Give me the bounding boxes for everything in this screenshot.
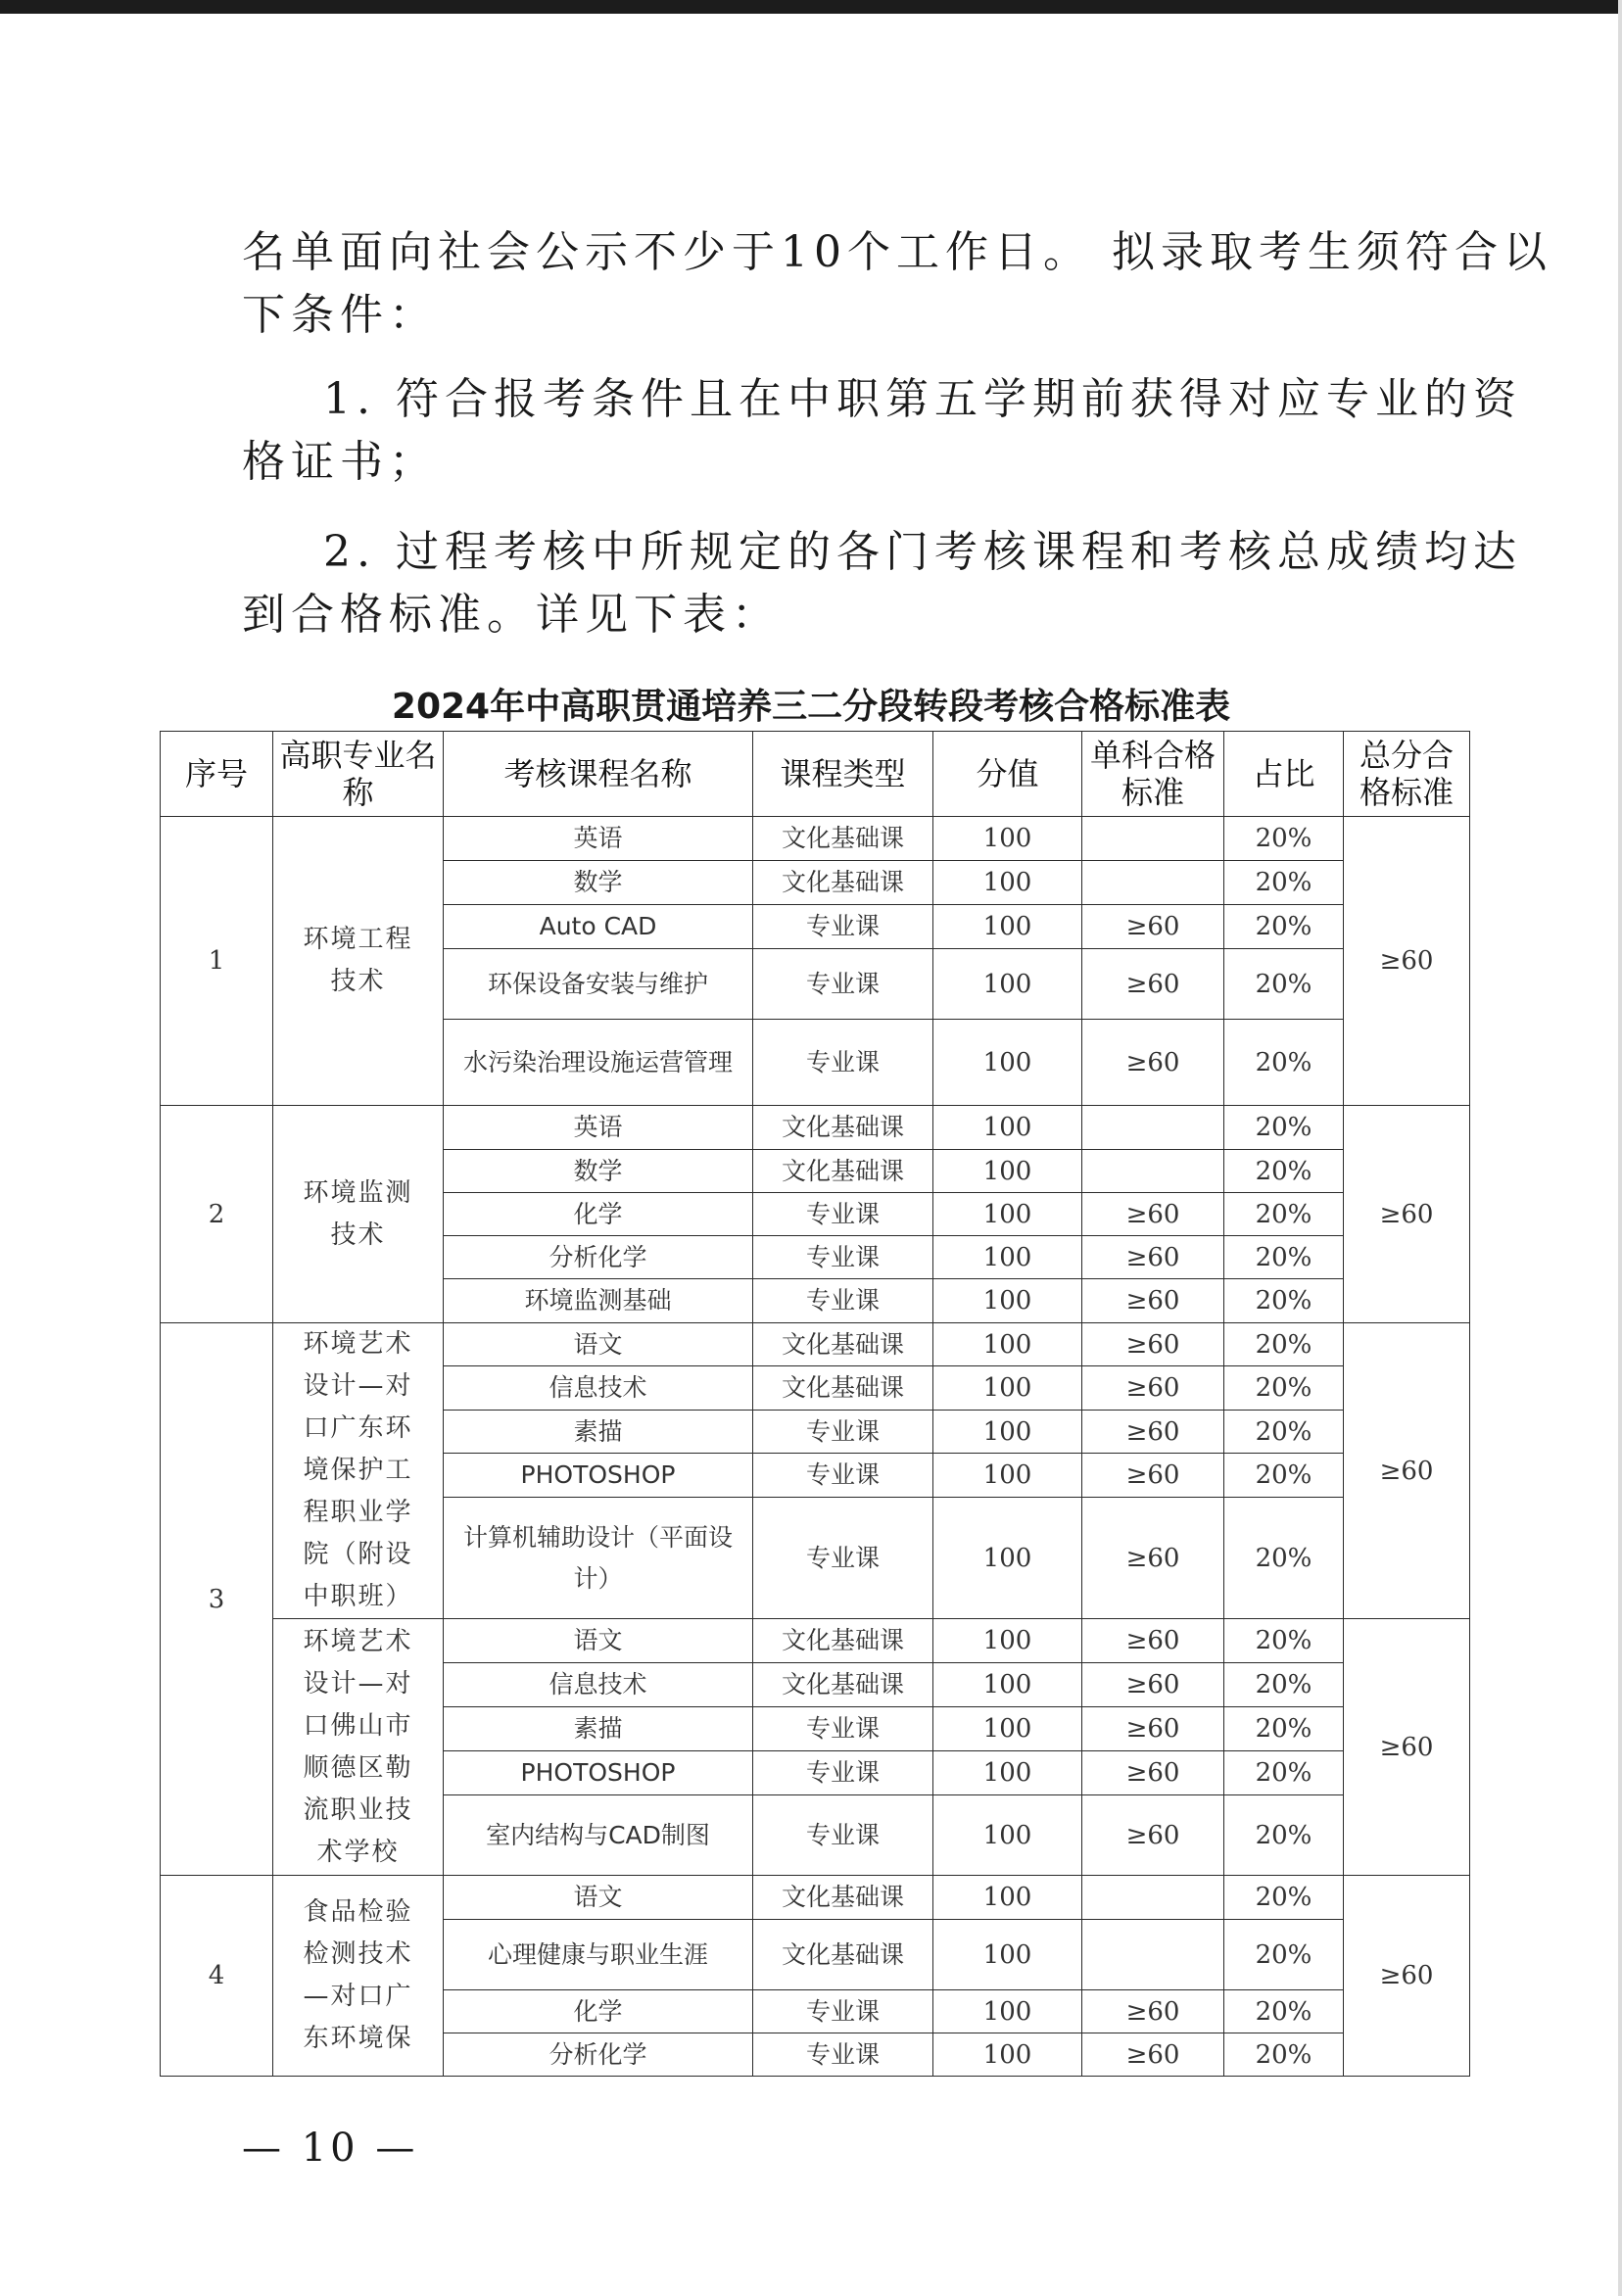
type-cell: 专业课 (753, 1193, 933, 1236)
cell-text: 室内结构与CAD制图 (486, 1820, 710, 1849)
course-cell (444, 1454, 753, 1498)
course-cell (444, 861, 753, 905)
type-cell: 文化基础课 (753, 1619, 933, 1663)
scan-right-edge (1618, 0, 1622, 2296)
cell-text: 信息技术 (549, 1373, 647, 1402)
course-cell (444, 1920, 753, 1990)
score-cell: 100 (933, 2033, 1082, 2077)
cell-text: 计算机辅助设计（平面设计） (462, 1522, 733, 1593)
course-cell (444, 905, 753, 949)
course-cell (444, 1707, 753, 1751)
cell-text: 水污染治理设施运营管理 (462, 1047, 733, 1076)
single-standard-cell (1082, 817, 1224, 861)
table-row (161, 817, 1470, 861)
score-cell: 100 (933, 1990, 1082, 2033)
cell-text: 语文 (573, 1883, 623, 1911)
header-major: 高职专业名称 (273, 732, 444, 817)
table-row (161, 1619, 1470, 1663)
header-ratio: 占比 (1224, 732, 1344, 817)
single-standard-cell: ≥60 (1082, 1411, 1224, 1454)
paragraph-line: 1. 符合报考条件且在中职第五学期前获得对应专业的资 (323, 374, 1522, 424)
course-cell (444, 1106, 753, 1150)
ratio-cell: 20% (1224, 1498, 1344, 1619)
cell-text: 素描 (573, 1714, 623, 1743)
single-standard-cell: ≥60 (1082, 1193, 1224, 1236)
cell-text: Auto CAD (539, 912, 657, 940)
score-cell: 100 (933, 1498, 1082, 1619)
seq-cell: 4 (161, 1876, 273, 2077)
score-cell: 100 (933, 1707, 1082, 1751)
cell-text: 食品检验检测技术—对口广东环境保 (303, 1897, 413, 2053)
score-cell: 100 (933, 905, 1082, 949)
type-cell: 专业课 (753, 905, 933, 949)
score-cell: 100 (933, 1663, 1082, 1707)
score-cell: 100 (933, 1366, 1082, 1411)
table-title: 2024年中高职贯通培养三二分段转段考核合格标准表 (391, 687, 1231, 727)
ratio-cell: 20% (1224, 1020, 1344, 1106)
single-standard-cell: ≥60 (1082, 1366, 1224, 1411)
ratio-cell: 20% (1224, 1876, 1344, 1920)
type-cell: 专业课 (753, 1454, 933, 1498)
major-cell (273, 1619, 444, 1876)
score-cell: 100 (933, 1454, 1082, 1498)
course-cell (444, 1619, 753, 1663)
ratio-cell: 20% (1224, 1795, 1344, 1876)
ratio-cell: 20% (1224, 1454, 1344, 1498)
ratio-cell: 20% (1224, 1323, 1344, 1366)
type-cell: 文化基础课 (753, 1920, 933, 1990)
type-cell: 文化基础课 (753, 1106, 933, 1150)
score-cell: 100 (933, 1150, 1082, 1193)
single-standard-cell: ≥60 (1082, 1236, 1224, 1279)
table-header-row (161, 732, 1470, 817)
score-cell: 100 (933, 1106, 1082, 1150)
scan-top-border (0, 0, 1622, 14)
ratio-cell: 20% (1224, 1990, 1344, 2033)
type-cell: 文化基础课 (753, 1323, 933, 1366)
major-cell (273, 817, 444, 1106)
total-standard-cell: ≥60 (1344, 1876, 1470, 2077)
course-cell (444, 1990, 753, 2033)
score-cell: 100 (933, 1193, 1082, 1236)
score-cell: 100 (933, 1279, 1082, 1323)
ratio-cell: 20% (1224, 1279, 1344, 1323)
cell-text: 数学 (573, 868, 623, 896)
table-row (161, 1323, 1470, 1366)
ratio-cell: 20% (1224, 1920, 1344, 1990)
total-standard-cell: ≥60 (1344, 1323, 1470, 1619)
course-cell (444, 1498, 753, 1619)
single-standard-cell: ≥60 (1082, 1663, 1224, 1707)
ratio-cell: 20% (1224, 861, 1344, 905)
single-standard-cell: ≥60 (1082, 1020, 1224, 1106)
single-standard-cell (1082, 1920, 1224, 1990)
type-cell: 专业课 (753, 1498, 933, 1619)
paragraph-line: 下条件： (242, 290, 438, 340)
course-cell (444, 949, 753, 1020)
cell-text: 心理健康与职业生涯 (487, 1939, 708, 1969)
course-cell (444, 1020, 753, 1106)
paragraph-line: 2. 过程考核中所规定的各门考核课程和考核总成绩均达 (323, 527, 1522, 577)
single-standard-cell: ≥60 (1082, 1990, 1224, 2033)
course-cell (444, 2033, 753, 2077)
total-standard-cell: ≥60 (1344, 817, 1470, 1106)
cell-text: 环保设备安装与维护 (487, 969, 708, 998)
seq-cell: 3 (161, 1323, 273, 1876)
ratio-cell: 20% (1224, 1751, 1344, 1795)
cell-text: 分析化学 (549, 2039, 647, 2069)
score-cell: 100 (933, 1236, 1082, 1279)
type-cell: 专业课 (753, 1795, 933, 1876)
ratio-cell: 20% (1224, 1707, 1344, 1751)
cell-text: 数学 (573, 1156, 623, 1185)
type-cell: 专业课 (753, 1020, 933, 1106)
score-cell: 100 (933, 1920, 1082, 1990)
cell-text: 化学 (573, 1996, 623, 2026)
course-cell (444, 1236, 753, 1279)
type-cell: 文化基础课 (753, 1366, 933, 1411)
single-standard-cell (1082, 861, 1224, 905)
course-cell (444, 1751, 753, 1795)
cell-text: PHOTOSHOP (520, 1758, 676, 1787)
ratio-cell: 20% (1224, 1411, 1344, 1454)
course-cell (444, 1663, 753, 1707)
page-number: — 10 — (242, 2126, 419, 2171)
header-course: 考核课程名称 (444, 732, 753, 817)
single-standard-cell: ≥60 (1082, 1619, 1224, 1663)
ratio-cell: 20% (1224, 2033, 1344, 2077)
paragraph-line: 格证书； (242, 437, 438, 487)
cell-text: 语文 (573, 1626, 623, 1654)
cell-text: 分析化学 (549, 1242, 647, 1271)
major-cell (273, 1323, 444, 1619)
course-cell (444, 1279, 753, 1323)
course-cell (444, 817, 753, 861)
total-standard-cell: ≥60 (1344, 1106, 1470, 1323)
ratio-cell: 20% (1224, 817, 1344, 861)
cell-text: 环境艺术设计—对口佛山市顺德区勒流职业技术学校 (303, 1626, 413, 1867)
type-cell: 专业课 (753, 1751, 933, 1795)
cell-text: 信息技术 (549, 1670, 647, 1698)
score-cell: 100 (933, 861, 1082, 905)
table-row (161, 1106, 1470, 1150)
score-cell: 100 (933, 1876, 1082, 1920)
cell-text: 语文 (573, 1329, 623, 1359)
score-cell: 100 (933, 949, 1082, 1020)
course-cell (444, 1411, 753, 1454)
header-score: 分值 (933, 732, 1082, 817)
score-cell: 100 (933, 1411, 1082, 1454)
table-row (161, 1876, 1470, 1920)
ratio-cell: 20% (1224, 1193, 1344, 1236)
type-cell: 文化基础课 (753, 1663, 933, 1707)
single-standard-cell (1082, 1150, 1224, 1193)
single-standard-cell: ≥60 (1082, 1795, 1224, 1876)
ratio-cell: 20% (1224, 1366, 1344, 1411)
ratio-cell: 20% (1224, 1663, 1344, 1707)
course-cell (444, 1323, 753, 1366)
type-cell: 专业课 (753, 1411, 933, 1454)
type-cell: 文化基础课 (753, 1876, 933, 1920)
total-standard-cell: ≥60 (1344, 1619, 1470, 1876)
ratio-cell: 20% (1224, 1236, 1344, 1279)
major-cell (273, 1106, 444, 1323)
score-cell: 100 (933, 1323, 1082, 1366)
seq-cell: 1 (161, 817, 273, 1106)
single-standard-cell: ≥60 (1082, 1751, 1224, 1795)
header-total: 总分合格标准 (1344, 732, 1470, 817)
type-cell: 专业课 (753, 949, 933, 1020)
cell-text: 环境工程技术 (303, 925, 413, 996)
ratio-cell: 20% (1224, 1106, 1344, 1150)
header-seq: 序号 (161, 732, 273, 817)
single-standard-cell: ≥60 (1082, 1707, 1224, 1751)
cell-text: PHOTOSHOP (520, 1460, 676, 1489)
single-standard-cell: ≥60 (1082, 949, 1224, 1020)
type-cell: 专业课 (753, 2033, 933, 2077)
cell-text: 环境监测基础 (524, 1286, 672, 1315)
score-cell: 100 (933, 1751, 1082, 1795)
course-cell (444, 1795, 753, 1876)
cell-text: 英语 (573, 824, 623, 852)
type-cell: 专业课 (753, 1279, 933, 1323)
single-standard-cell: ≥60 (1082, 905, 1224, 949)
single-standard-cell: ≥60 (1082, 1279, 1224, 1323)
type-cell: 文化基础课 (753, 861, 933, 905)
course-cell (444, 1366, 753, 1411)
major-cell (273, 1876, 444, 2077)
paragraph-line: 名单面向社会公示不少于10个工作日。 拟录取考生须符合以 (242, 227, 1552, 277)
cell-text: 环境监测技术 (303, 1177, 413, 1250)
cell-text: 化学 (573, 1199, 623, 1228)
single-standard-cell (1082, 1106, 1224, 1150)
type-cell: 专业课 (753, 1236, 933, 1279)
score-cell: 100 (933, 1619, 1082, 1663)
header-type: 课程类型 (753, 732, 933, 817)
ratio-cell: 20% (1224, 905, 1344, 949)
score-cell: 100 (933, 1795, 1082, 1876)
standards-table (160, 731, 1470, 2077)
single-standard-cell: ≥60 (1082, 1323, 1224, 1366)
single-standard-cell: ≥60 (1082, 1454, 1224, 1498)
paragraph-line: 到合格标准。详见下表： (242, 590, 781, 640)
ratio-cell: 20% (1224, 949, 1344, 1020)
cell-text: 环境艺术设计—对口广东环境保护工程职业学院（附设中职班） (303, 1329, 413, 1611)
cell-text: 素描 (573, 1416, 623, 1446)
header-single: 单科合格标准 (1082, 732, 1224, 817)
score-cell: 100 (933, 817, 1082, 861)
course-cell (444, 1150, 753, 1193)
course-cell (444, 1876, 753, 1920)
type-cell: 专业课 (753, 1990, 933, 2033)
course-cell (444, 1193, 753, 1236)
table-body (161, 817, 1470, 2077)
score-cell: 100 (933, 1020, 1082, 1106)
ratio-cell: 20% (1224, 1619, 1344, 1663)
cell-text: 英语 (573, 1113, 623, 1141)
single-standard-cell: ≥60 (1082, 2033, 1224, 2077)
type-cell: 文化基础课 (753, 1150, 933, 1193)
ratio-cell: 20% (1224, 1150, 1344, 1193)
single-standard-cell (1082, 1876, 1224, 1920)
single-standard-cell: ≥60 (1082, 1498, 1224, 1619)
seq-cell: 2 (161, 1106, 273, 1323)
type-cell: 专业课 (753, 1707, 933, 1751)
type-cell: 文化基础课 (753, 817, 933, 861)
